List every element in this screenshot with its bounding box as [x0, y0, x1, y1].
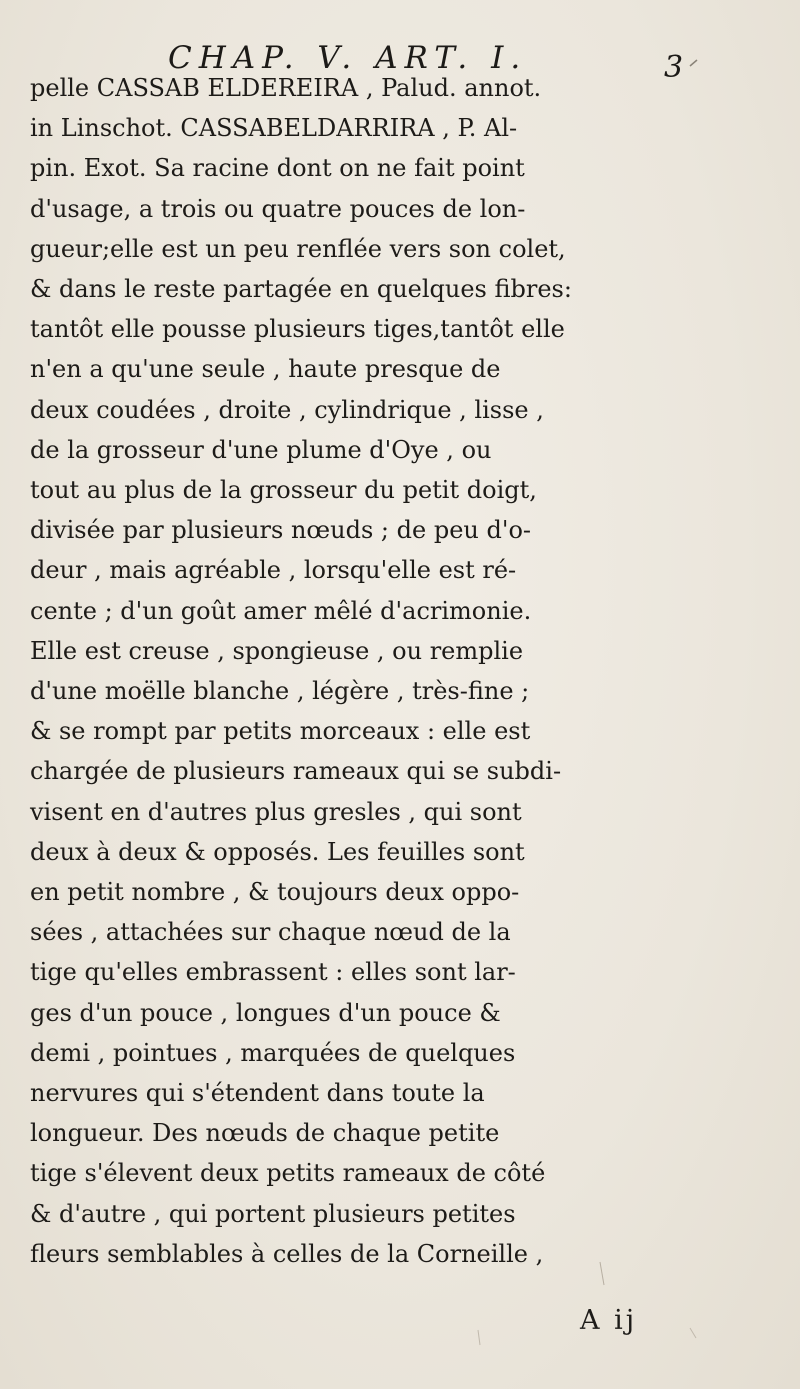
text-line: de la grosseur d'une plume d'Oye , ou — [30, 436, 492, 464]
text-line: n'en a qu'une seule , haute presque de — [30, 355, 501, 383]
text-line: pelle CASSAB ELDEREIRA , Palud. annot. — [30, 74, 542, 102]
text-line: & dans le reste partagée en quelques fibres: — [30, 275, 572, 303]
text-line: tige s'élevent deux petits rameaux de côté — [30, 1159, 546, 1187]
text-line: d'une moëlle blanche , légère , très-fine ; — [30, 677, 530, 705]
paper-mark — [600, 1262, 604, 1285]
text-line: tout au plus de la grosseur du petit doigt, — [30, 476, 537, 504]
text-line: sées , attachées sur chaque nœud de la — [30, 918, 511, 946]
text-line: Elle est creuse , spongieuse , ou remplie — [30, 637, 524, 665]
text-line: fleurs semblables à celles de la Corneille , — [30, 1240, 544, 1268]
text-line: d'usage, a trois ou quatre pouces de lon- — [30, 195, 526, 223]
text-line: visent en d'autres plus gresles , qui sont — [30, 798, 522, 826]
text-line: nervures qui s'étendent dans toute la — [30, 1079, 485, 1107]
text-line: in Linschot. CASSABELDARRIRA , P. Al- — [30, 114, 518, 142]
text-line: deux coudées , droite , cylindrique , lisse , — [30, 396, 544, 424]
text-line: pin. Exot. Sa racine dont on ne fait point — [30, 154, 525, 182]
text-line: chargée de plusieurs rameaux qui se subdi- — [30, 757, 562, 785]
paper-mark — [690, 1328, 696, 1338]
text-line: & d'autre , qui portent plusieurs petites — [30, 1200, 516, 1228]
text-line: tantôt elle pousse plusieurs tiges,tantôt elle — [30, 315, 565, 343]
text-line: divisée par plusieurs nœuds ; de peu d'o- — [30, 516, 531, 544]
text-line: demi , pointues , marquées de quelques — [30, 1039, 516, 1067]
text-line: cente ; d'un goût amer mêlé d'acrimonie. — [30, 597, 532, 625]
text-line: deux à deux & opposés. Les feuilles sont — [30, 838, 525, 866]
text-line: longueur. Des nœuds de chaque petite — [30, 1119, 500, 1147]
text-line: & se rompt par petits morceaux : elle est — [30, 717, 531, 745]
text-line: tige qu'elles embrassent : elles sont lar- — [30, 958, 516, 986]
running-head: CHAP. V. ART. I. — [168, 40, 528, 76]
paper-mark — [478, 1330, 480, 1345]
text-line: en petit nombre , & toujours deux oppo- — [30, 878, 520, 906]
text-line: ges d'un pouce , longues d'un pouce & — [30, 999, 501, 1027]
text-line: deur , mais agréable , lorsqu'elle est ré- — [30, 556, 517, 584]
text-line: gueur;elle est un peu renflée vers son colet, — [30, 235, 566, 263]
signature-mark: A ij — [580, 1305, 638, 1336]
page-number: 3 — [664, 50, 684, 85]
ink-speck — [690, 60, 697, 66]
